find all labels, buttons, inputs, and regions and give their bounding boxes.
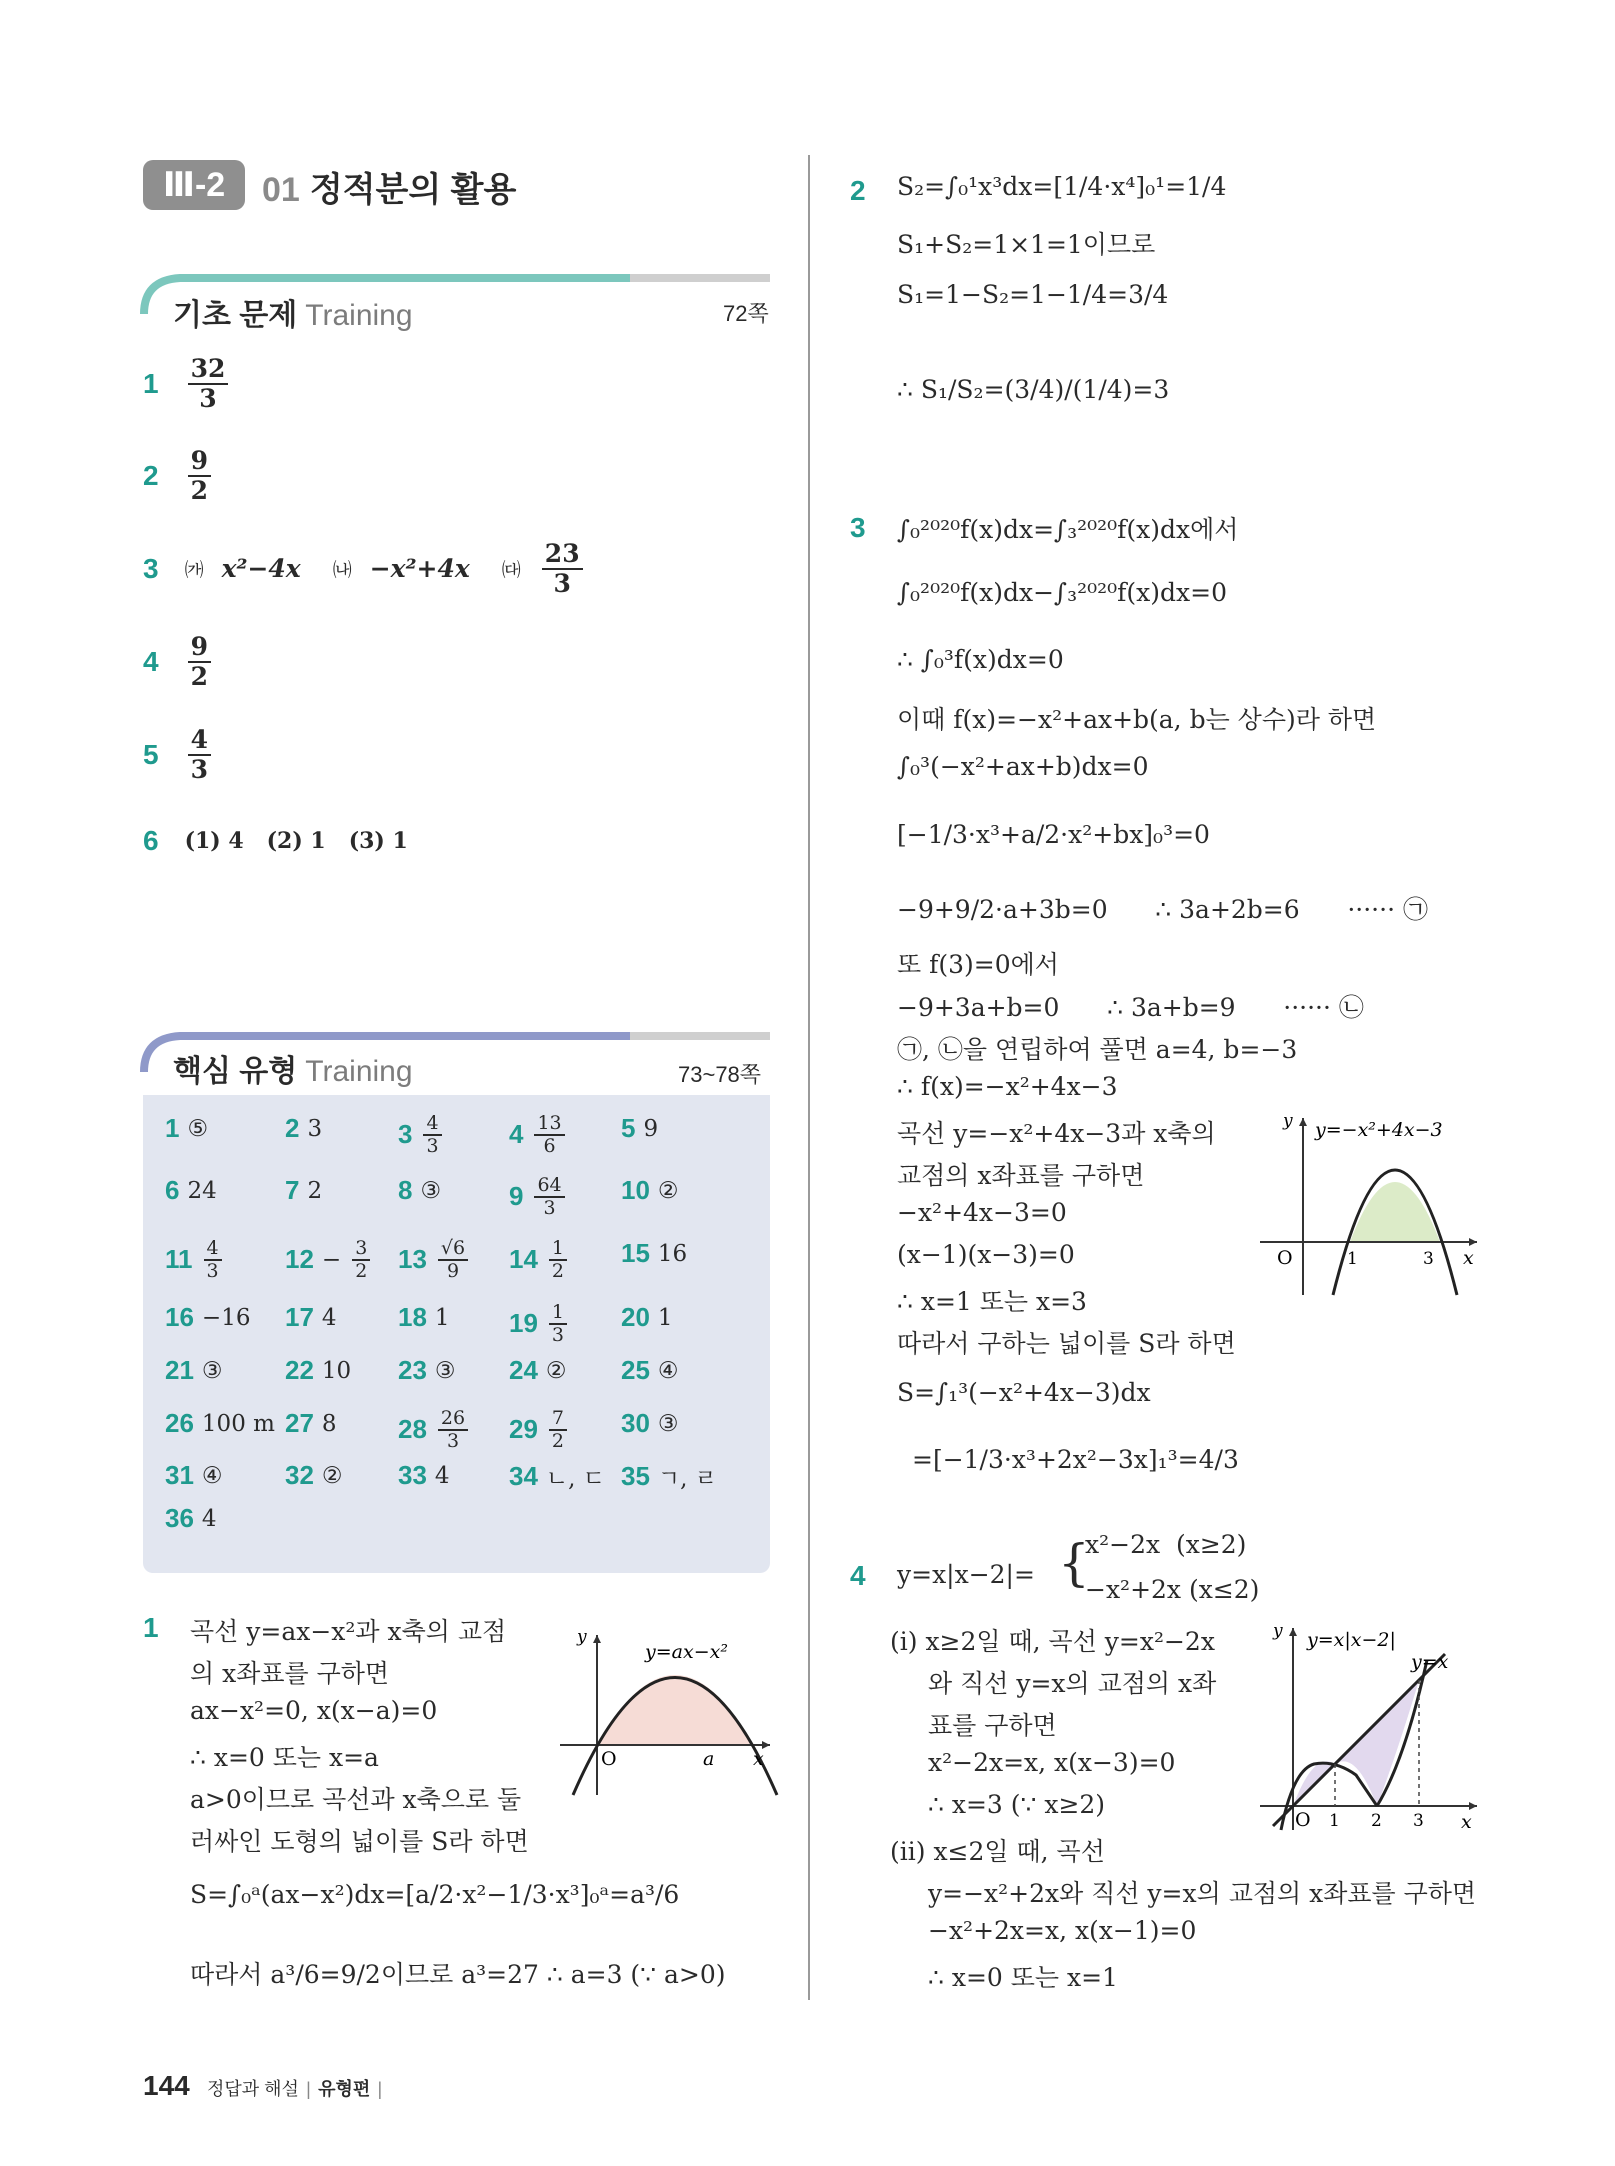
answer-value: −16 [201, 1304, 251, 1331]
sol4-line-5: 와 직선 y=x의 교점의 x좌 [928, 1669, 1217, 1698]
question-number: 32 [285, 1460, 314, 1490]
core-answer-28 [398, 1408, 471, 1452]
core-answer-17 [285, 1302, 337, 1333]
answer-text: (1) 4 (2) 1 (3) 1 [184, 828, 408, 854]
answer-na: −x²+4x [369, 554, 470, 583]
frac-num: 4 [188, 726, 211, 756]
core-answer-24 [509, 1355, 567, 1386]
label-da: ㈐ [501, 559, 521, 581]
sol1-line-8: 따라서 a³/6=9/2이므로 a³=27 ∴ a=3 (∵ a>0) [190, 1960, 726, 1989]
frac-den: 3 [551, 1323, 565, 1346]
sol1-line-4: ∴ x=0 또는 x=a [190, 1743, 379, 1772]
page-number: 144 [143, 2070, 190, 2101]
frac-den: 9 [446, 1259, 460, 1282]
sol3-number: 3 [850, 512, 866, 543]
question-number: 30 [621, 1408, 650, 1438]
core-answer-21 [165, 1355, 223, 1386]
core-answer-13 [398, 1238, 471, 1282]
basic-title-eng: Training [305, 299, 413, 332]
question-number: 23 [398, 1355, 427, 1385]
frac-den: 2 [190, 475, 208, 505]
question-number: 14 [509, 1244, 538, 1275]
sol4-line-8: ∴ x=3 (∵ x≥2) [928, 1790, 1106, 1819]
sol2-line-2: S₁+S₂=1×1=1이므로 [897, 230, 1156, 259]
core-answer-23 [398, 1355, 456, 1386]
sol1-graph-label: y=ax−x² [645, 1641, 728, 1663]
question-number: 16 [165, 1302, 194, 1332]
core-title-ko: 핵심 유형 [173, 1055, 298, 1088]
sol4-line-12: ∴ x=0 또는 x=1 [928, 1963, 1118, 1992]
sol4-graph-t1: 1 [1329, 1811, 1340, 1831]
answer-value: 9 [643, 1115, 659, 1142]
core-answer-11 [165, 1238, 225, 1282]
core-page-ref: 73~78쪽 [678, 1062, 762, 1087]
sol3-graph-t1: 1 [1347, 1249, 1358, 1269]
answer-value: 24 [187, 1177, 217, 1204]
core-answer-18 [398, 1302, 450, 1333]
answer-fraction [534, 1113, 564, 1157]
frac-den: 2 [355, 1259, 368, 1282]
sol1-graph [555, 1630, 780, 1800]
sol2-number: 2 [850, 175, 866, 206]
core-answer-4 [509, 1113, 568, 1157]
sol4-graph-origin: O [1295, 1809, 1311, 1831]
unit-tag: Ⅲ-2 [143, 160, 245, 210]
frac-num: 1 [549, 1238, 567, 1261]
question-number: 6 [165, 1175, 180, 1205]
sol3-line-7: −9+9/2·a+3b=0 ∴ 3a+2b=6 ······ ㉠ [897, 895, 1428, 924]
sol1-graph-x: x [753, 1748, 764, 1770]
question-number: 35 [621, 1461, 650, 1491]
answer-value: 1 [657, 1304, 673, 1331]
core-answer-33 [398, 1460, 450, 1491]
answer-value: 8 [321, 1410, 337, 1437]
core-answer-29 [509, 1408, 570, 1452]
unit-name: 정적분의 활용 [309, 171, 517, 209]
core-section-title [173, 1046, 413, 1090]
answer-value: ④ [657, 1357, 679, 1384]
answer-value: ③ [201, 1357, 223, 1384]
label-ga: ㈎ [184, 559, 204, 581]
sol3-line-2: ∫₀²⁰²⁰f(x)dx−∫₃²⁰²⁰f(x)dx=0 [897, 578, 1227, 607]
sol1-graph-origin: O [601, 1748, 617, 1770]
sol1-number: 1 [143, 1612, 159, 1643]
core-answer-20 [621, 1302, 673, 1333]
answer-value: 16 [657, 1240, 688, 1267]
sol3-line-18: S=∫₁³(−x²+4x−3)dx [897, 1378, 1151, 1407]
frac-num: 4 [204, 1238, 222, 1261]
sol4-graph-y: y [1273, 1621, 1283, 1641]
sol3-line-12: 곡선 y=−x²+4x−3과 x축의 [897, 1119, 1216, 1148]
answer-fraction [423, 1113, 441, 1157]
question-number: 5 [621, 1113, 636, 1143]
core-answer-2 [285, 1113, 322, 1144]
sol4-line-9: (ⅱ) x≤2일 때, 곡선 [890, 1837, 1105, 1866]
core-answer-26 [165, 1408, 275, 1439]
sol4-line-3: −x²+2x (x≤2) [1085, 1575, 1260, 1604]
sol4-line-1: y=x|x−2|= [897, 1560, 1035, 1589]
sol1-line-7: S=∫₀ᵃ(ax−x²)dx=[a/2·x²−1/3·x³]₀ᵃ=a³/6 [190, 1880, 680, 1909]
sol3-line-6: [−1/3·x³+a/2·x²+bx]₀³=0 [897, 820, 1210, 849]
question-number: 3 [398, 1119, 413, 1150]
basic-answer-5 [143, 726, 214, 783]
sol1-graph-y: y [577, 1630, 587, 1647]
basic-title-ko: 기초 문제 [173, 299, 298, 332]
answer-fraction [352, 1238, 370, 1282]
answer-fraction [534, 1175, 564, 1219]
sol1-line-2: 의 x좌표를 구하면 [190, 1659, 390, 1688]
core-answer-10 [621, 1175, 679, 1206]
question-number: 2 [285, 1113, 300, 1143]
basic-answer-1 [143, 355, 231, 412]
question-number: 27 [285, 1408, 314, 1438]
label-na: ㈏ [332, 559, 352, 581]
core-answer-34 [509, 1460, 605, 1493]
sol3-line-3: ∴ ∫₀³f(x)dx=0 [897, 645, 1064, 674]
basic-answer-3 [143, 540, 586, 597]
question-number: 21 [165, 1355, 194, 1385]
answer-value: ㄱ, ㄹ [657, 1466, 717, 1492]
core-answer-31 [165, 1460, 223, 1491]
sol2-line-1: S₂=∫₀¹x³dx=[1/4·x⁴]₀¹=1/4 [897, 172, 1227, 201]
question-number: 22 [285, 1355, 314, 1385]
question-number: 28 [398, 1414, 427, 1445]
question-number: 10 [621, 1175, 650, 1205]
core-answer-35 [621, 1460, 717, 1493]
sol4-line-6: 표를 구하면 [928, 1711, 1057, 1740]
answer-value: 2 [307, 1177, 323, 1204]
sol3-line-9: −9+3a+b=0 ∴ 3a+b=9 ······ ㉡ [897, 993, 1364, 1022]
answer-sign: − [321, 1246, 342, 1273]
core-answer-14 [509, 1238, 570, 1282]
core-answer-7 [285, 1175, 322, 1206]
sol2-line-4: ∴ S₁/S₂=(3/4)/(1/4)=3 [897, 375, 1170, 404]
unit-number: 01 [262, 171, 300, 209]
sol3-line-8: 또 f(3)=0에서 [897, 950, 1059, 979]
sol1-line-1: 곡선 y=ax−x²과 x축의 교점 [190, 1617, 507, 1646]
core-answer-22 [285, 1355, 351, 1386]
core-answer-3 [398, 1113, 445, 1157]
answer-value: 4 [321, 1304, 337, 1331]
sol3-line-5: ∫₀³(−x²+ax+b)dx=0 [897, 752, 1149, 781]
answer-value: ④ [201, 1462, 223, 1489]
question-number: 36 [165, 1503, 194, 1533]
sol1-graph-a: a [703, 1748, 715, 1770]
answer-fraction [204, 1238, 222, 1282]
frac-num: 4 [423, 1113, 441, 1136]
book-part: 유형편 [318, 2079, 371, 2099]
sol4-graph-t2: 2 [1371, 1811, 1382, 1831]
unit-title [262, 162, 516, 211]
basic-answer-6 [143, 825, 408, 857]
sol3-graph-y: y [1283, 1111, 1293, 1131]
sol4-line-4: (ⅰ) x≥2일 때, 곡선 y=x²−2x [890, 1627, 1215, 1656]
core-answer-36 [165, 1503, 217, 1534]
answer-value: ② [545, 1357, 567, 1384]
sol4-graph-label1: y=x|x−2| [1307, 1629, 1396, 1651]
sol1-line-5: a>0이므로 곡선과 x축으로 둘 [190, 1785, 522, 1814]
frac-num: 1 [549, 1302, 567, 1325]
frac-num: 32 [188, 355, 229, 385]
sol4-line-7: x²−2x=x, x(x−3)=0 [928, 1748, 1176, 1777]
sol3-graph-label: y=−x²+4x−3 [1315, 1119, 1443, 1141]
core-answer-27 [285, 1408, 337, 1439]
book-title: 정답과 해설 [206, 2079, 299, 2099]
sol3-line-14: −x²+4x−3=0 [897, 1198, 1067, 1227]
question-number: 6 [143, 825, 159, 856]
question-number: 9 [509, 1181, 524, 1212]
core-answer-6 [165, 1175, 217, 1206]
sol3-line-15: (x−1)(x−3)=0 [897, 1240, 1075, 1269]
answer-value: 1 [434, 1304, 450, 1331]
basic-page-ref: 72쪽 [723, 301, 769, 326]
frac-den: 3 [206, 1259, 219, 1282]
basic-answer-4 [143, 633, 214, 690]
basic-section-title [173, 290, 413, 334]
frac-den: 3 [446, 1429, 460, 1452]
question-number: 4 [509, 1119, 524, 1150]
core-answer-32 [285, 1460, 343, 1491]
answer-value: ③ [657, 1410, 679, 1437]
answer-value: 10 [321, 1357, 352, 1384]
sol3-graph-x: x [1463, 1247, 1474, 1269]
answer-value: 100 m [201, 1410, 275, 1437]
frac-den: 2 [551, 1259, 565, 1282]
answer-ga: x²−4x [221, 554, 301, 583]
sol1-line-3: ax−x²=0, x(x−a)=0 [190, 1696, 438, 1725]
answer-value: ㄴ, ㄷ [545, 1466, 605, 1492]
question-number: 1 [165, 1113, 180, 1143]
question-number: 25 [621, 1355, 650, 1385]
core-answer-25 [621, 1355, 679, 1386]
answer-value: ⑤ [187, 1115, 209, 1142]
frac-num: 64 [534, 1175, 564, 1198]
answer-value: 4 [434, 1462, 450, 1489]
sol3-line-16: ∴ x=1 또는 x=3 [897, 1287, 1087, 1316]
core-answer-grid [143, 1095, 770, 1573]
core-answer-8 [398, 1175, 441, 1206]
core-answer-9 [509, 1175, 568, 1219]
question-number: 3 [143, 552, 159, 584]
frac-num: 13 [534, 1113, 564, 1136]
frac-num: √6 [438, 1238, 468, 1261]
core-answer-30 [621, 1408, 679, 1439]
question-number: 7 [285, 1175, 300, 1205]
sol3-line-13: 교점의 x좌표를 구하면 [897, 1161, 1145, 1190]
sol4-line-11: −x²+2x=x, x(x−1)=0 [928, 1916, 1197, 1945]
answer-fraction [438, 1238, 468, 1282]
question-number: 11 [165, 1244, 193, 1275]
frac-den: 2 [190, 661, 208, 691]
sol4-graph-label2: y=x [1411, 1651, 1449, 1673]
question-number: 31 [165, 1460, 194, 1490]
basic-answer-2 [143, 447, 214, 504]
sol3-line-17: 따라서 구하는 넓이를 S라 하면 [897, 1329, 1236, 1358]
sol4-line-10: y=−x²+2x와 직선 y=x의 교점의 x좌표를 구하면 [928, 1879, 1477, 1908]
frac-num: 7 [549, 1408, 567, 1431]
answer-fraction [549, 1302, 567, 1346]
answer-value: 4 [201, 1505, 217, 1532]
question-number: 34 [509, 1461, 538, 1491]
sol3-line-4: 이때 f(x)=−x²+ax+b(a, b는 상수)라 하면 [897, 705, 1377, 734]
answer-value: 3 [307, 1115, 323, 1142]
page-footer: 144 정답과 해설 | 유형편 | [143, 2070, 383, 2101]
question-number: 13 [398, 1244, 427, 1275]
frac-den: 3 [199, 383, 217, 413]
answer-value: ② [321, 1462, 343, 1489]
core-answer-5 [621, 1113, 658, 1144]
column-divider [808, 155, 810, 2000]
sol1-line-6: 러싸인 도형의 넓이를 S라 하면 [190, 1827, 529, 1856]
sol4-line-2: x²−2x (x≥2) [1085, 1530, 1247, 1559]
answer-value: ③ [420, 1177, 442, 1204]
core-title-eng: Training [305, 1055, 413, 1088]
question-number: 15 [621, 1238, 650, 1268]
question-number: 8 [398, 1175, 413, 1205]
sol2-line-3: S₁=1−S₂=1−1/4=3/4 [897, 280, 1169, 309]
frac-den: 2 [551, 1429, 565, 1452]
answer-value: ② [657, 1177, 679, 1204]
sol3-graph-t3: 3 [1423, 1249, 1434, 1269]
question-number: 4 [143, 645, 159, 677]
question-number: 18 [398, 1302, 427, 1332]
core-answer-12 [285, 1238, 373, 1282]
question-number: 19 [509, 1308, 538, 1339]
question-number: 1 [143, 367, 159, 399]
core-answer-1 [165, 1113, 208, 1144]
frac-den: 3 [426, 1134, 439, 1157]
core-answer-15 [621, 1238, 687, 1269]
sol4-number: 4 [850, 1560, 866, 1591]
sol3-graph-origin: O [1277, 1247, 1293, 1269]
sol4-brace-icon: { [1058, 1534, 1090, 1592]
frac-den: 3 [553, 568, 571, 598]
question-number: 5 [143, 738, 159, 770]
frac-num: 9 [188, 447, 211, 477]
sol3-graph [1255, 1110, 1485, 1300]
sol4-graph-t3: 3 [1413, 1811, 1424, 1831]
answer-fraction [438, 1408, 468, 1452]
sol3-line-1: ∫₀²⁰²⁰f(x)dx=∫₃²⁰²⁰f(x)dx에서 [897, 515, 1239, 544]
answer-value: ③ [434, 1357, 456, 1384]
frac-num: 23 [542, 540, 583, 570]
frac-num: 9 [188, 633, 211, 663]
sol3-line-10: ㉠, ㉡을 연립하여 풀면 a=4, b=−3 [897, 1035, 1298, 1064]
sol3-line-11: ∴ f(x)=−x²+4x−3 [897, 1072, 1118, 1101]
question-number: 33 [398, 1460, 427, 1490]
frac-num: 3 [352, 1238, 370, 1261]
core-answer-16 [165, 1302, 250, 1333]
question-number: 24 [509, 1355, 538, 1385]
answer-fraction [549, 1238, 567, 1282]
frac-den: 3 [543, 1196, 556, 1219]
question-number: 2 [143, 459, 159, 491]
sol3-line-19: =[−1/3·x³+2x²−3x]₁³=4/3 [912, 1445, 1239, 1474]
question-number: 12 [285, 1244, 314, 1275]
question-number: 26 [165, 1408, 194, 1438]
sol4-graph [1255, 1620, 1485, 1835]
question-number: 20 [621, 1302, 650, 1332]
question-number: 17 [285, 1302, 314, 1332]
core-answer-19 [509, 1302, 570, 1346]
sol4-graph-x: x [1461, 1811, 1472, 1833]
frac-den: 6 [543, 1134, 556, 1157]
frac-num: 26 [438, 1408, 468, 1431]
question-number: 29 [509, 1414, 538, 1445]
answer-fraction [549, 1408, 567, 1452]
frac-den: 3 [190, 754, 208, 784]
